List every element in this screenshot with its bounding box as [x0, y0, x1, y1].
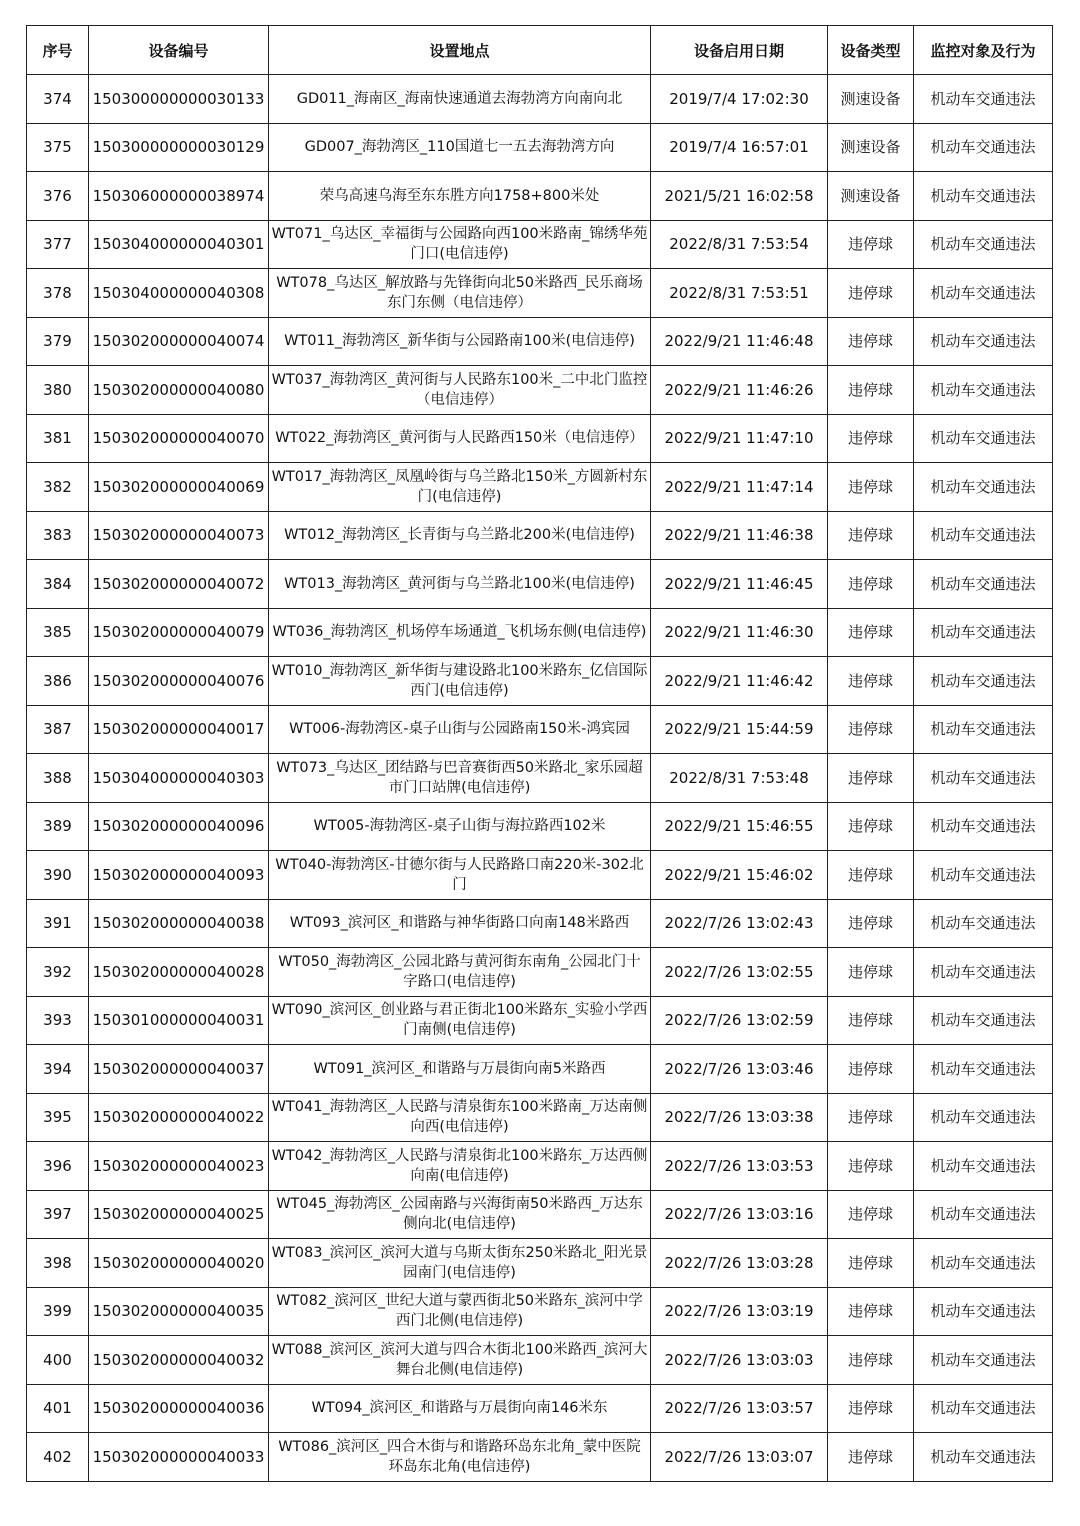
table-row — [27, 1239, 1053, 1288]
monitor-target-cell: 机动车交通违法 — [914, 414, 1053, 463]
start-date-cell: 2022/7/26 13:03:07 — [651, 1433, 828, 1482]
device-id-cell: 150306000000038974 — [89, 172, 269, 221]
table-body — [27, 75, 1053, 1482]
start-date-cell: 2022/9/21 11:47:14 — [651, 463, 828, 512]
monitor-target-cell: 机动车交通违法 — [914, 220, 1053, 269]
start-date-cell: 2022/8/31 7:53:48 — [651, 754, 828, 803]
location-cell: WT006-海勃湾区-桌子山街与公园路南150米-鸿宾园 — [269, 705, 651, 754]
device-type-cell: 违停球 — [828, 317, 914, 366]
location-cell: WT010_海勃湾区_新华街与建设路北100米路东_亿信国际西门(电信违停) — [269, 657, 651, 706]
device-id-cell: 150302000000040025 — [89, 1190, 269, 1239]
start-date-cell: 2022/7/26 13:03:53 — [651, 1142, 828, 1191]
monitor-target-cell: 机动车交通违法 — [914, 996, 1053, 1045]
device-type-cell: 违停球 — [828, 899, 914, 948]
location-cell: GD007_海勃湾区_110国道七一五去海勃湾方向 — [269, 123, 651, 172]
start-date-cell: 2022/7/26 13:03:03 — [651, 1336, 828, 1385]
device-type-cell: 违停球 — [828, 1190, 914, 1239]
header-start-date: 设备启用日期 — [651, 26, 828, 75]
start-date-cell: 2022/7/26 13:03:46 — [651, 1045, 828, 1094]
monitor-target-cell: 机动车交通违法 — [914, 1142, 1053, 1191]
device-type-cell: 违停球 — [828, 754, 914, 803]
device-id-cell: 150304000000040308 — [89, 269, 269, 318]
monitor-target-cell: 机动车交通违法 — [914, 899, 1053, 948]
start-date-cell: 2022/7/26 13:03:38 — [651, 1093, 828, 1142]
device-type-cell: 测速设备 — [828, 172, 914, 221]
serial-cell: 375 — [27, 123, 89, 172]
location-cell: WT012_海勃湾区_长青街与乌兰路北200米(电信违停) — [269, 511, 651, 560]
device-type-cell: 测速设备 — [828, 75, 914, 124]
serial-cell: 377 — [27, 220, 89, 269]
serial-cell: 401 — [27, 1384, 89, 1433]
device-id-cell: 150302000000040035 — [89, 1287, 269, 1336]
table-row — [27, 608, 1053, 657]
serial-cell: 378 — [27, 269, 89, 318]
monitor-target-cell: 机动车交通违法 — [914, 560, 1053, 609]
monitor-target-cell: 机动车交通违法 — [914, 1433, 1053, 1482]
device-id-cell: 150302000000040020 — [89, 1239, 269, 1288]
device-id-cell: 150304000000040303 — [89, 754, 269, 803]
start-date-cell: 2022/9/21 15:46:55 — [651, 802, 828, 851]
location-cell: WT005-海勃湾区-桌子山街与海拉路西102米 — [269, 802, 651, 851]
start-date-cell: 2022/9/21 11:47:10 — [651, 414, 828, 463]
table-row — [27, 366, 1053, 415]
device-type-cell: 违停球 — [828, 1336, 914, 1385]
location-cell: WT013_海勃湾区_黄河街与乌兰路北100米(电信违停) — [269, 560, 651, 609]
table-row — [27, 1287, 1053, 1336]
header-monitor-target: 监控对象及行为 — [914, 26, 1053, 75]
location-cell: WT042_海勃湾区_人民路与清泉街北100米路东_万达西侧向南(电信违停) — [269, 1142, 651, 1191]
table-row — [27, 463, 1053, 512]
location-cell: WT045_海勃湾区_公园南路与兴海街南50米路西_万达东侧向北(电信违停) — [269, 1190, 651, 1239]
monitor-target-cell: 机动车交通违法 — [914, 754, 1053, 803]
location-cell: WT037_海勃湾区_黄河街与人民路东100米_二中北门监控（电信违停） — [269, 366, 651, 415]
device-id-cell: 150302000000040079 — [89, 608, 269, 657]
device-id-cell: 150302000000040069 — [89, 463, 269, 512]
device-id-cell: 150302000000040074 — [89, 317, 269, 366]
start-date-cell: 2022/7/26 13:02:55 — [651, 948, 828, 997]
serial-cell: 391 — [27, 899, 89, 948]
device-id-cell: 150302000000040022 — [89, 1093, 269, 1142]
location-cell: WT040-海勃湾区-甘德尔街与人民路路口南220米-302北门 — [269, 851, 651, 900]
serial-cell: 402 — [27, 1433, 89, 1482]
monitor-target-cell: 机动车交通违法 — [914, 851, 1053, 900]
serial-cell: 383 — [27, 511, 89, 560]
serial-cell: 393 — [27, 996, 89, 1045]
serial-cell: 390 — [27, 851, 89, 900]
device-id-cell: 150302000000040028 — [89, 948, 269, 997]
location-cell: WT073_乌达区_团结路与巴音赛街西50米路北_家乐园超市门口站牌(电信违停) — [269, 754, 651, 803]
device-id-cell: 150301000000040031 — [89, 996, 269, 1045]
serial-cell: 380 — [27, 366, 89, 415]
location-cell: 荣乌高速乌海至东东胜方向1758+800米处 — [269, 172, 651, 221]
serial-cell: 382 — [27, 463, 89, 512]
device-type-cell: 违停球 — [828, 657, 914, 706]
monitor-target-cell: 机动车交通违法 — [914, 123, 1053, 172]
location-cell: WT082_滨河区_世纪大道与蒙西街北50米路东_滨河中学西门北侧(电信违停) — [269, 1287, 651, 1336]
start-date-cell: 2022/9/21 15:44:59 — [651, 705, 828, 754]
monitor-target-cell: 机动车交通违法 — [914, 1239, 1053, 1288]
device-type-cell: 违停球 — [828, 1384, 914, 1433]
device-id-cell: 150302000000040070 — [89, 414, 269, 463]
serial-cell: 392 — [27, 948, 89, 997]
serial-cell: 399 — [27, 1287, 89, 1336]
location-cell: WT041_海勃湾区_人民路与清泉街东100米路南_万达南侧向西(电信违停) — [269, 1093, 651, 1142]
device-id-cell: 150302000000040037 — [89, 1045, 269, 1094]
device-type-cell: 违停球 — [828, 414, 914, 463]
device-type-cell: 违停球 — [828, 948, 914, 997]
location-cell: WT078_乌达区_解放路与先锋街向北50米路西_民乐商场东门东侧（电信违停） — [269, 269, 651, 318]
device-id-cell: 150302000000040072 — [89, 560, 269, 609]
start-date-cell: 2022/9/21 11:46:42 — [651, 657, 828, 706]
header-device-id: 设备编号 — [89, 26, 269, 75]
start-date-cell: 2022/9/21 11:46:26 — [651, 366, 828, 415]
device-type-cell: 违停球 — [828, 608, 914, 657]
device-type-cell: 违停球 — [828, 1287, 914, 1336]
device-type-cell: 违停球 — [828, 366, 914, 415]
device-type-cell: 违停球 — [828, 996, 914, 1045]
device-type-cell: 违停球 — [828, 269, 914, 318]
table-row — [27, 1142, 1053, 1191]
start-date-cell: 2022/7/26 13:03:28 — [651, 1239, 828, 1288]
table-row — [27, 560, 1053, 609]
monitor-target-cell: 机动车交通违法 — [914, 463, 1053, 512]
serial-cell: 394 — [27, 1045, 89, 1094]
table-row — [27, 899, 1053, 948]
device-type-cell: 违停球 — [828, 851, 914, 900]
monitor-target-cell: 机动车交通违法 — [914, 1336, 1053, 1385]
device-type-cell: 违停球 — [828, 705, 914, 754]
device-table — [26, 25, 1053, 1482]
start-date-cell: 2022/8/31 7:53:54 — [651, 220, 828, 269]
device-id-cell: 150302000000040093 — [89, 851, 269, 900]
serial-cell: 387 — [27, 705, 89, 754]
table-row — [27, 269, 1053, 318]
table-row — [27, 172, 1053, 221]
monitor-target-cell: 机动车交通违法 — [914, 1190, 1053, 1239]
table-row — [27, 75, 1053, 124]
device-type-cell: 测速设备 — [828, 123, 914, 172]
serial-cell: 386 — [27, 657, 89, 706]
device-type-cell: 违停球 — [828, 1045, 914, 1094]
table-row — [27, 123, 1053, 172]
monitor-target-cell: 机动车交通违法 — [914, 705, 1053, 754]
device-type-cell: 违停球 — [828, 220, 914, 269]
monitor-target-cell: 机动车交通违法 — [914, 317, 1053, 366]
device-type-cell: 违停球 — [828, 1239, 914, 1288]
serial-cell: 398 — [27, 1239, 89, 1288]
monitor-target-cell: 机动车交通违法 — [914, 1384, 1053, 1433]
device-type-cell: 违停球 — [828, 511, 914, 560]
location-cell: WT050_海勃湾区_公园北路与黄河街东南角_公园北门十字路口(电信违停) — [269, 948, 651, 997]
location-cell: GD011_海南区_海南快速通道去海勃湾方向南向北 — [269, 75, 651, 124]
start-date-cell: 2022/9/21 11:46:38 — [651, 511, 828, 560]
header-row — [27, 26, 1053, 75]
device-type-cell: 违停球 — [828, 560, 914, 609]
monitor-target-cell: 机动车交通违法 — [914, 1093, 1053, 1142]
device-id-cell: 150302000000040038 — [89, 899, 269, 948]
table-row — [27, 802, 1053, 851]
device-id-cell: 150302000000040023 — [89, 1142, 269, 1191]
serial-cell: 374 — [27, 75, 89, 124]
monitor-target-cell: 机动车交通违法 — [914, 608, 1053, 657]
location-cell: WT036_海勃湾区_机场停车场通道_飞机场东侧(电信违停) — [269, 608, 651, 657]
table-row — [27, 1384, 1053, 1433]
table-row — [27, 317, 1053, 366]
start-date-cell: 2019/7/4 16:57:01 — [651, 123, 828, 172]
device-type-cell: 违停球 — [828, 1142, 914, 1191]
start-date-cell: 2022/9/21 11:46:30 — [651, 608, 828, 657]
serial-cell: 395 — [27, 1093, 89, 1142]
device-type-cell: 违停球 — [828, 463, 914, 512]
table-row — [27, 851, 1053, 900]
location-cell: WT022_海勃湾区_黄河街与人民路西150米（电信违停） — [269, 414, 651, 463]
device-type-cell: 违停球 — [828, 802, 914, 851]
start-date-cell: 2022/7/26 13:03:16 — [651, 1190, 828, 1239]
serial-cell: 381 — [27, 414, 89, 463]
start-date-cell: 2022/9/21 11:46:45 — [651, 560, 828, 609]
serial-cell: 389 — [27, 802, 89, 851]
table-row — [27, 1093, 1053, 1142]
table-row — [27, 657, 1053, 706]
device-id-cell: 150300000000030133 — [89, 75, 269, 124]
device-id-cell: 150300000000030129 — [89, 123, 269, 172]
serial-cell: 379 — [27, 317, 89, 366]
location-cell: WT071_乌达区_幸福街与公园路向西100米路南_锦绣华苑门口(电信违停) — [269, 220, 651, 269]
device-id-cell: 150302000000040017 — [89, 705, 269, 754]
start-date-cell: 2022/7/26 13:02:59 — [651, 996, 828, 1045]
start-date-cell: 2019/7/4 17:02:30 — [651, 75, 828, 124]
device-id-cell: 150302000000040032 — [89, 1336, 269, 1385]
start-date-cell: 2021/5/21 16:02:58 — [651, 172, 828, 221]
header-device-type: 设备类型 — [828, 26, 914, 75]
location-cell: WT093_滨河区_和谐路与神华街路口向南148米路西 — [269, 899, 651, 948]
device-type-cell: 违停球 — [828, 1093, 914, 1142]
device-id-cell: 150302000000040096 — [89, 802, 269, 851]
serial-cell: 388 — [27, 754, 89, 803]
serial-cell: 376 — [27, 172, 89, 221]
monitor-target-cell: 机动车交通违法 — [914, 657, 1053, 706]
location-cell: WT094_滨河区_和谐路与万晨街向南146米东 — [269, 1384, 651, 1433]
device-id-cell: 150302000000040076 — [89, 657, 269, 706]
table-row — [27, 705, 1053, 754]
monitor-target-cell: 机动车交通违法 — [914, 269, 1053, 318]
location-cell: WT091_滨河区_和谐路与万晨街向南5米路西 — [269, 1045, 651, 1094]
table-row — [27, 996, 1053, 1045]
device-id-cell: 150302000000040033 — [89, 1433, 269, 1482]
monitor-target-cell: 机动车交通违法 — [914, 366, 1053, 415]
serial-cell: 396 — [27, 1142, 89, 1191]
device-id-cell: 150302000000040073 — [89, 511, 269, 560]
location-cell: WT017_海勃湾区_凤凰岭街与乌兰路北150米_方圆新村东门(电信违停) — [269, 463, 651, 512]
device-id-cell: 150304000000040301 — [89, 220, 269, 269]
start-date-cell: 2022/7/26 13:03:19 — [651, 1287, 828, 1336]
device-id-cell: 150302000000040036 — [89, 1384, 269, 1433]
table-row — [27, 1190, 1053, 1239]
start-date-cell: 2022/9/21 11:46:48 — [651, 317, 828, 366]
table-row — [27, 511, 1053, 560]
location-cell: WT083_滨河区_滨河大道与乌斯太街东250米路北_阳光景园南门(电信违停) — [269, 1239, 651, 1288]
table-row — [27, 414, 1053, 463]
monitor-target-cell: 机动车交通违法 — [914, 802, 1053, 851]
table-row — [27, 1336, 1053, 1385]
monitor-target-cell: 机动车交通违法 — [914, 1287, 1053, 1336]
monitor-target-cell: 机动车交通违法 — [914, 172, 1053, 221]
table-row — [27, 1433, 1053, 1482]
location-cell: WT088_滨河区_滨河大道与四合木街北100米路西_滨河大舞台北侧(电信违停) — [269, 1336, 651, 1385]
monitor-target-cell: 机动车交通违法 — [914, 948, 1053, 997]
serial-cell: 385 — [27, 608, 89, 657]
header-location: 设置地点 — [269, 26, 651, 75]
start-date-cell: 2022/7/26 13:02:43 — [651, 899, 828, 948]
table-row — [27, 220, 1053, 269]
monitor-target-cell: 机动车交通违法 — [914, 511, 1053, 560]
start-date-cell: 2022/8/31 7:53:51 — [651, 269, 828, 318]
location-cell: WT090_滨河区_创业路与君正街北100米路东_实验小学西门南侧(电信违停) — [269, 996, 651, 1045]
table-row — [27, 754, 1053, 803]
device-id-cell: 150302000000040080 — [89, 366, 269, 415]
serial-cell: 400 — [27, 1336, 89, 1385]
serial-cell: 397 — [27, 1190, 89, 1239]
location-cell: WT011_海勃湾区_新华街与公园路南100米(电信违停) — [269, 317, 651, 366]
start-date-cell: 2022/9/21 15:46:02 — [651, 851, 828, 900]
start-date-cell: 2022/7/26 13:03:57 — [651, 1384, 828, 1433]
location-cell: WT086_滨河区_四合木街与和谐路环岛东北角_蒙中医院环岛东北角(电信违停) — [269, 1433, 651, 1482]
device-type-cell: 违停球 — [828, 1433, 914, 1482]
monitor-target-cell: 机动车交通违法 — [914, 1045, 1053, 1094]
table-row — [27, 1045, 1053, 1094]
monitor-target-cell: 机动车交通违法 — [914, 75, 1053, 124]
serial-cell: 384 — [27, 560, 89, 609]
header-serial: 序号 — [27, 26, 89, 75]
table-row — [27, 948, 1053, 997]
